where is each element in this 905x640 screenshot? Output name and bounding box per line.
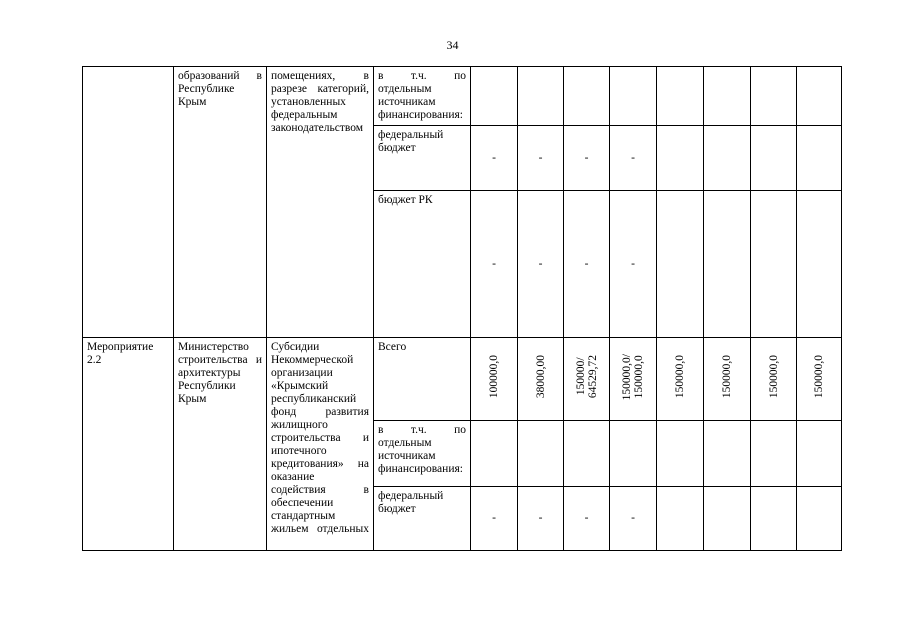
value-cell [657, 421, 704, 487]
value-cell [704, 126, 751, 191]
value-cell [704, 487, 751, 551]
value-cell [610, 67, 657, 126]
value-cell: 150000/ 64529,72 [564, 338, 610, 421]
table-row [83, 67, 842, 126]
financing-table [82, 66, 842, 551]
measure-cell-empty [83, 67, 174, 338]
source-label: бюджет РК [374, 191, 471, 338]
value-cell [751, 126, 797, 191]
value-cell [751, 421, 797, 487]
value-cell: 38000,00 [518, 338, 564, 421]
page-number: 34 [446, 38, 459, 52]
value-cell: - [564, 487, 610, 551]
value-cell: - [564, 126, 610, 191]
value-cell: 150000,0 [704, 338, 751, 421]
value-cell [564, 67, 610, 126]
executor-cell: образований в Республике Крым [174, 67, 267, 338]
value-cell [751, 191, 797, 338]
value-cell [797, 421, 842, 487]
value-cell [657, 67, 704, 126]
value-cell [751, 487, 797, 551]
value-cell: - [610, 126, 657, 191]
value-cell: 150000,0 [797, 338, 842, 421]
value-cell: - [471, 126, 518, 191]
value-cell [704, 67, 751, 126]
source-label: федеральный бюджет [374, 126, 471, 191]
value-cell: 150000,0/ 150000,0 [610, 338, 657, 421]
value-cell [704, 421, 751, 487]
value-cell [518, 421, 564, 487]
value-cell [471, 421, 518, 487]
value-cell: 100000,0 [471, 338, 518, 421]
value-cell [657, 191, 704, 338]
value-cell [797, 487, 842, 551]
value-cell [704, 191, 751, 338]
value-cell [610, 421, 657, 487]
value-cell [751, 67, 797, 126]
value-cell: - [610, 487, 657, 551]
value-cell [657, 487, 704, 551]
table-row [83, 338, 842, 421]
source-label: в т.ч. по отдельным источникам финансирования: [374, 421, 471, 487]
value-cell [797, 126, 842, 191]
source-label: в т.ч. по отдельным источникам финансирования: [374, 67, 471, 126]
value-cell: - [564, 191, 610, 338]
value-cell: 150000,0 [657, 338, 704, 421]
value-cell [797, 191, 842, 338]
source-label: Всего [374, 338, 471, 421]
value-cell: - [518, 191, 564, 338]
source-label: федеральный бюджет [374, 487, 471, 551]
value-cell [518, 67, 564, 126]
value-cell: - [471, 487, 518, 551]
executor-cell: Министерство строительства и архитектуры Республики Крым [174, 338, 267, 551]
value-cell [657, 126, 704, 191]
measure-cell: Мероприятие 2.2 [83, 338, 174, 551]
description-cell: Субсидии Некоммерческой организации «Крымский республиканский фонд развития жилищного строительства и ипотечного кредитования» на оказание содействия в обеспечении стандартным жильем отдельных [267, 338, 374, 551]
value-cell: 150000,0 [751, 338, 797, 421]
value-cell [471, 67, 518, 126]
value-cell: - [471, 191, 518, 338]
value-cell: - [610, 191, 657, 338]
value-cell: - [518, 487, 564, 551]
description-cell: помещениях, в разрезе категорий, установленных федеральным законодательством [267, 67, 374, 338]
value-cell: - [518, 126, 564, 191]
value-cell [797, 67, 842, 126]
value-cell [564, 421, 610, 487]
